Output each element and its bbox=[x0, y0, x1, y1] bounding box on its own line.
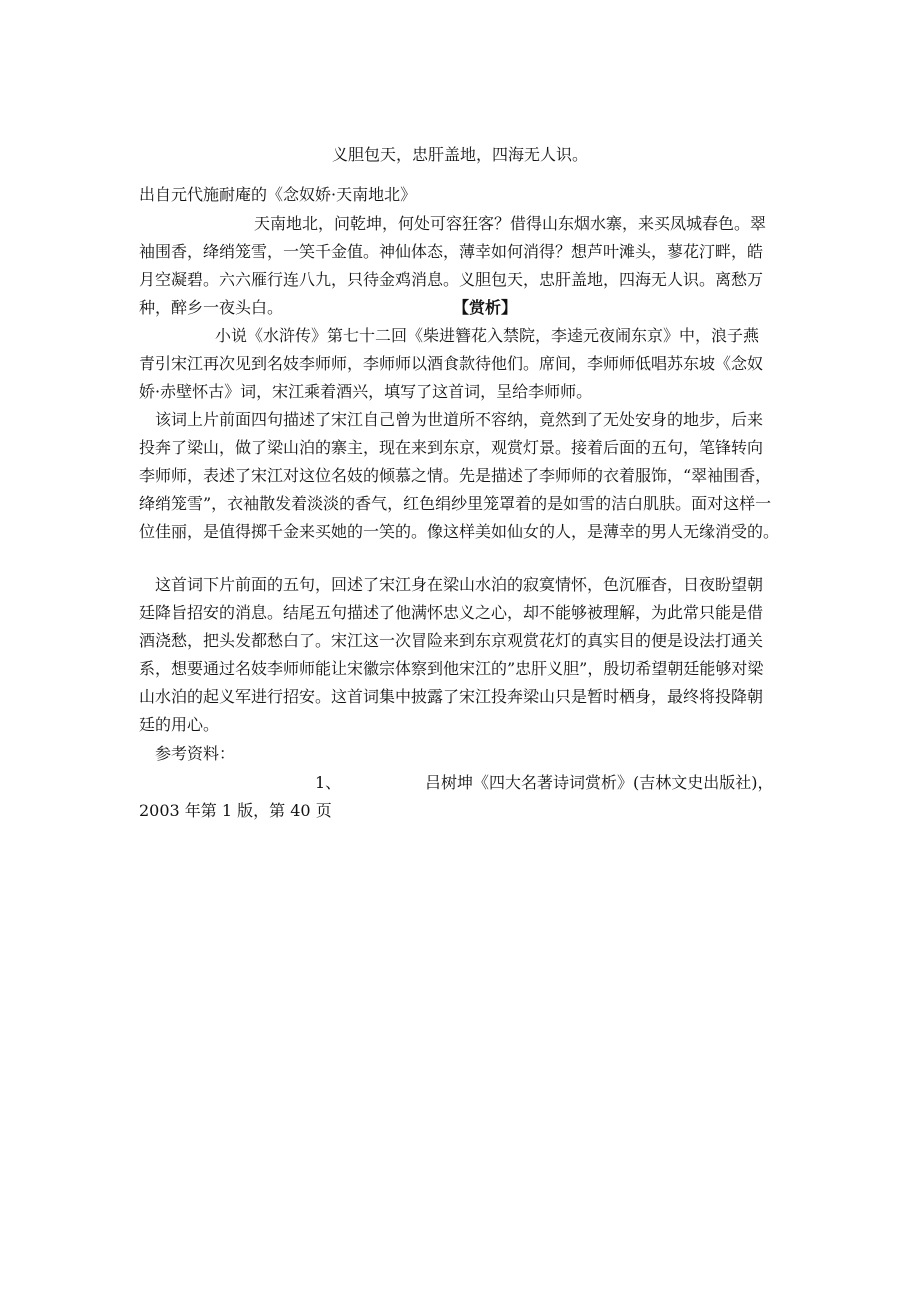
poem-line-3: 月空凝碧。六六雁行连八九，只待金鸡消息。义胆包天，忠肝盖地，四海无人识。离愁万 bbox=[139, 270, 764, 289]
poem-line-1: 天南地北，问乾坤，何处可容狂客？借得山东烟水寨，来买凤城春色。翠 bbox=[254, 214, 767, 233]
source-line: 出自元代施耐庵的《念奴娇·天南地北》 bbox=[139, 185, 417, 204]
para3-line-3: 酒浇愁，把头发都愁白了。宋江这一次冒险来到东京观赏花灯的真实目的便是设法打通关 bbox=[139, 631, 764, 650]
poem-line-2: 袖围香，绛绡笼雪，一笑千金值。神仙体态，薄幸如何消得？想芦叶滩头，蓼花汀畔，皓 bbox=[139, 242, 764, 261]
references-heading: 参考资料： bbox=[155, 744, 236, 763]
poem-text bbox=[139, 210, 783, 322]
paragraph-second-stanza bbox=[139, 571, 783, 739]
para2-line-1: 该词上片前面四句描述了宋江自己曾为世道所不容纳，竟然到了无处安身的地步，后来 bbox=[155, 410, 764, 429]
para3-line-1: 这首词下片前面的五句，回述了宋江身在梁山水泊的寂寞情怀，色沉雁杳，日夜盼望朝 bbox=[155, 575, 764, 594]
poem-line-4 bbox=[139, 294, 783, 322]
para2-line-4: 绛绡笼雪”，衣袖散发着淡淡的香气，红色绢纱里笼罩着的是如雪的洁白肌肤。面对这样一 bbox=[139, 494, 772, 513]
para3-line-2: 廷降旨招安的消息。结尾五句描述了他满怀忠义之心，却不能够被理解，为此常只能是借 bbox=[139, 603, 764, 622]
appreciation-heading: 【赏析】 bbox=[453, 298, 518, 317]
para3-line-4: 系，想要通过名妓李师师能让宋徽宗体察到他宋江的”忠肝义胆”，殷切希望朝廷能够对梁 bbox=[139, 659, 764, 678]
reference-entry-continued: 2003 年第 1 版，第 40 页 bbox=[139, 801, 332, 820]
para3-line-6: 廷的用心。 bbox=[139, 715, 220, 734]
paragraph-intro bbox=[139, 322, 783, 406]
para2-line-5: 位佳丽，是值得掷千金来买她的一笑的。像这样美如仙女的人，是薄幸的男人无缘消受的。 bbox=[139, 522, 780, 541]
headline-verse: 义胆包天，忠肝盖地，四海无人识。 bbox=[331, 145, 588, 164]
paragraph-first-stanza bbox=[139, 406, 783, 546]
poem-line-4-text: 种，醉乡一夜头白。 bbox=[139, 298, 284, 317]
para1-line-3: 娇·赤壁怀古》词，宋江乘着酒兴，填写了这首词，呈给李师师。 bbox=[139, 382, 593, 401]
para3-line-5: 山水泊的起义军进行招安。这首词集中披露了宋江投奔梁山只是暂时栖身，最终将投降朝 bbox=[139, 687, 764, 706]
reference-number: 1、 bbox=[315, 773, 342, 792]
para1-line-1: 小说《水浒传》第七十二回《柴进簪花入禁院，李逵元夜闹东京》中，浪子燕 bbox=[215, 326, 760, 345]
para2-line-2: 投奔了梁山，做了梁山泊的寨主，现在来到东京，观赏灯景。接着后面的五句，笔锋转向 bbox=[139, 438, 764, 457]
para1-line-2: 青引宋江再次见到名妓李师师，李师师以酒食款待他们。席间，李师师低唱苏东坡《念奴 bbox=[139, 354, 764, 373]
reference-entry: 吕树坤《四大名著诗词赏析》(吉林文史出版社)， bbox=[425, 773, 774, 792]
para2-line-3: 李师师，表述了宋江对这位名妓的倾慕之情。先是描述了李师师的衣着服饰，“翠袖围香， bbox=[139, 466, 772, 485]
